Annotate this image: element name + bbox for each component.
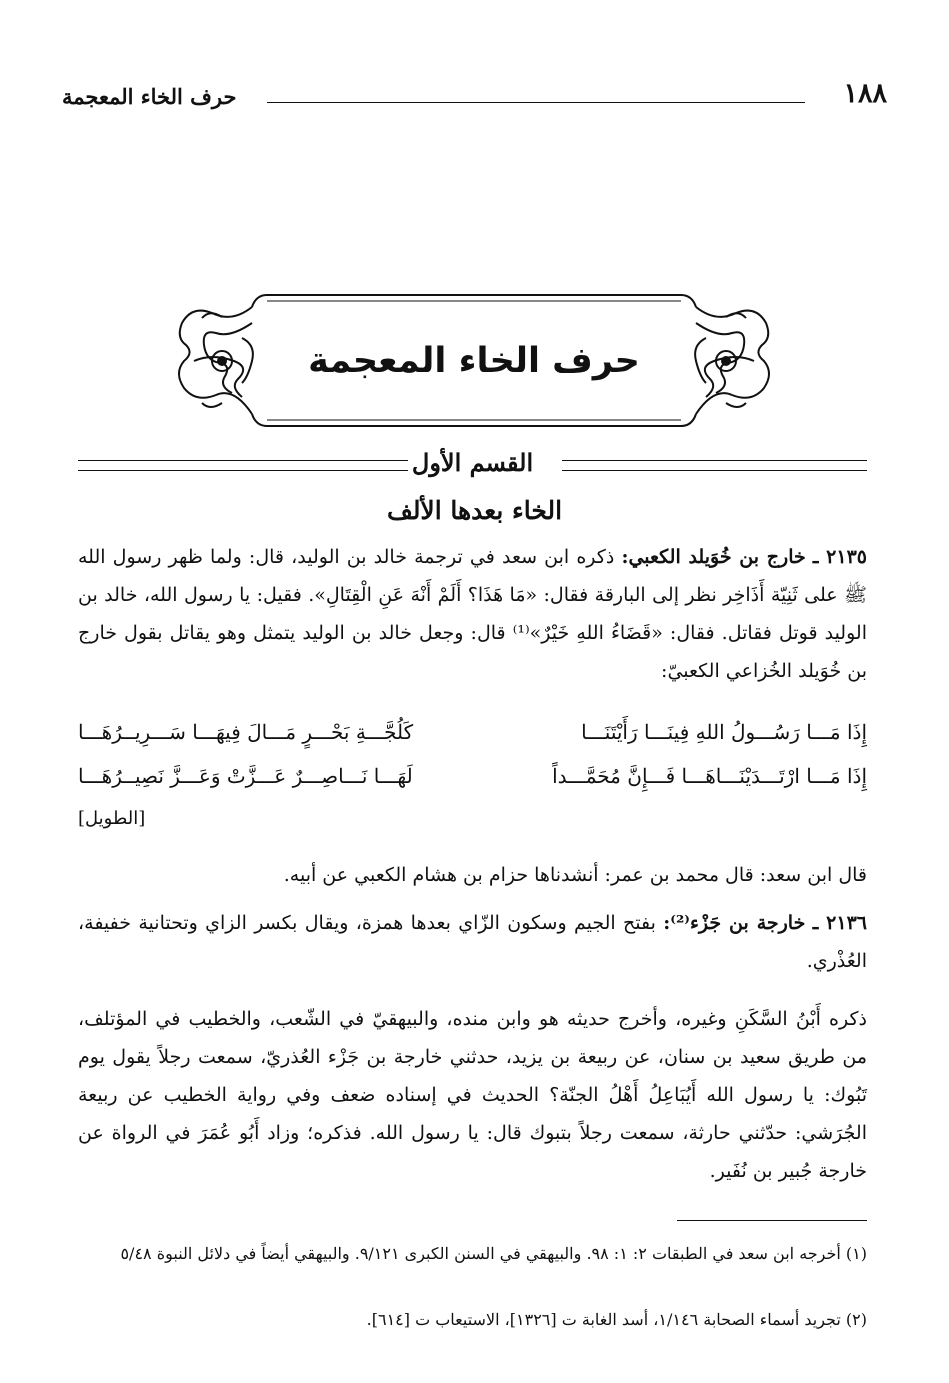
chapter-ornament-frame — [172, 283, 776, 438]
running-title: حرف الخاء المعجمة — [62, 84, 237, 109]
poem-meter: [الطويل] — [78, 808, 146, 829]
footnote-rule — [677, 1220, 867, 1221]
section-divider — [78, 448, 867, 482]
ibn-saad-note: قال ابن سعد: قال محمد بن عمر: أنشدناها حزام بن هشام الكعبي عن أبيه. — [283, 864, 867, 886]
entry-name: خارج بن خُوَيلد الكعبي: — [621, 546, 806, 568]
entry-name: خارجة بن جَزْء⁽²⁾: — [663, 912, 806, 934]
verse-2 — [78, 764, 867, 804]
chapter-title: حرف الخاء المعجمة — [308, 341, 640, 381]
verse-2-second-hemistich: لَهَـــا نَـــاصِـــرٌ عَـــزَّتْ وَعَـــزَّ نَصِيــرُهَـــا — [78, 764, 413, 788]
subheading: الخاء بعدها الألف — [386, 496, 563, 525]
verse-1-second-hemistich: كَلُجَّـــةِ بَحْـــرٍ مَـــالَ فِيهَـــا سَـــرِيــرُهَـــا — [78, 720, 414, 744]
verse-1-first-hemistich: إِذَا مَـــا رَسُـــولُ اللهِ فِينَـــا رَأَيْتَنَـــا — [581, 720, 867, 744]
entry-number: ٢١٣٥ ـ — [812, 546, 867, 568]
footnote-1: (١) أخرجه ابن سعد في الطبقات ٢: ١: ٩٨. والبيهقي في السنن الكبرى ٩/١٢١. والبيهقي أيضاً في دلائل النبوة ٥/٤٨ — [120, 1244, 867, 1263]
entry-2136 — [78, 904, 867, 980]
entry-text: ذكره ابن سعد في ترجمة خالد بن الوليد، قال: ولما ظهر رسول الله ﷺ على ثَنِيّة أَذَاخِر نظر إلى البارقة فقال: «مَا هَذَا؟ أَلَمْ أَنْهَ عَنِ الْقِتَالِ». فقيل: يا رسول الله، خالد بن الوليد قوتل فقاتل. فقال: «قَضَاءُ اللهِ خَيْرٌ»⁽¹⁾ قال: وجعل خالد بن الوليد يتمثل وهو يقاتل بقول خارج بن خُوَيلد الخُزاعي الكعبيّ: — [78, 546, 867, 682]
header-rule — [267, 102, 805, 103]
verse-1 — [78, 720, 867, 760]
footnote-2: (٢) تجريد أسماء الصحابة ١/١٤٦، أسد الغابة ت [١٣٢٦]، الاستيعاب ت [٦١٤]. — [366, 1310, 867, 1329]
verse-2-first-hemistich: إِذَا مَـــا ارْتَـــدَيْنَـــاهَـــا فَـــإِنَّ مُحَمَّـــداً — [552, 764, 867, 788]
entry-number: ٢١٣٦ ـ — [812, 912, 867, 934]
entry-2136-body: ذكره أَبْنُ السَّكَنِ وغيره، وأخرج حديثه هو وابن منده، والبيهقيّ في الشّعب، والخطيب في المؤتلف، من طريق سعيد بن سنان، عن ربيعة بن يزيد، حدثني خارجة بن جَزْء العُذريّ، سمعت رجلاً يقول يوم تَبُوك: يا رسول الله أَيُبَاعِلُ أَهْلُ الجنّة؟ الحديث في إسناده ضعف وفي رواية الخطيب عن ربيعة الجُرَشي: حدّثني حارثة، سمعت رجلاً بتبوك قال: يا رسول الله. فذكره؛ وزاد أَبُو عُمَرَ في الرواة عن خارجة جُبير بن نُفَير. — [78, 1008, 867, 1182]
section-title: القسم الأول — [411, 448, 534, 477]
entry-2135 — [78, 538, 867, 690]
page-number: ١٨٨ — [843, 78, 887, 109]
running-header — [62, 78, 887, 118]
entry-text: بفتح الجيم وسكون الزّاي بعدها همزة، ويقال بكسر الزاي وتحتانية خفيفة، العُذْري. — [78, 912, 867, 972]
